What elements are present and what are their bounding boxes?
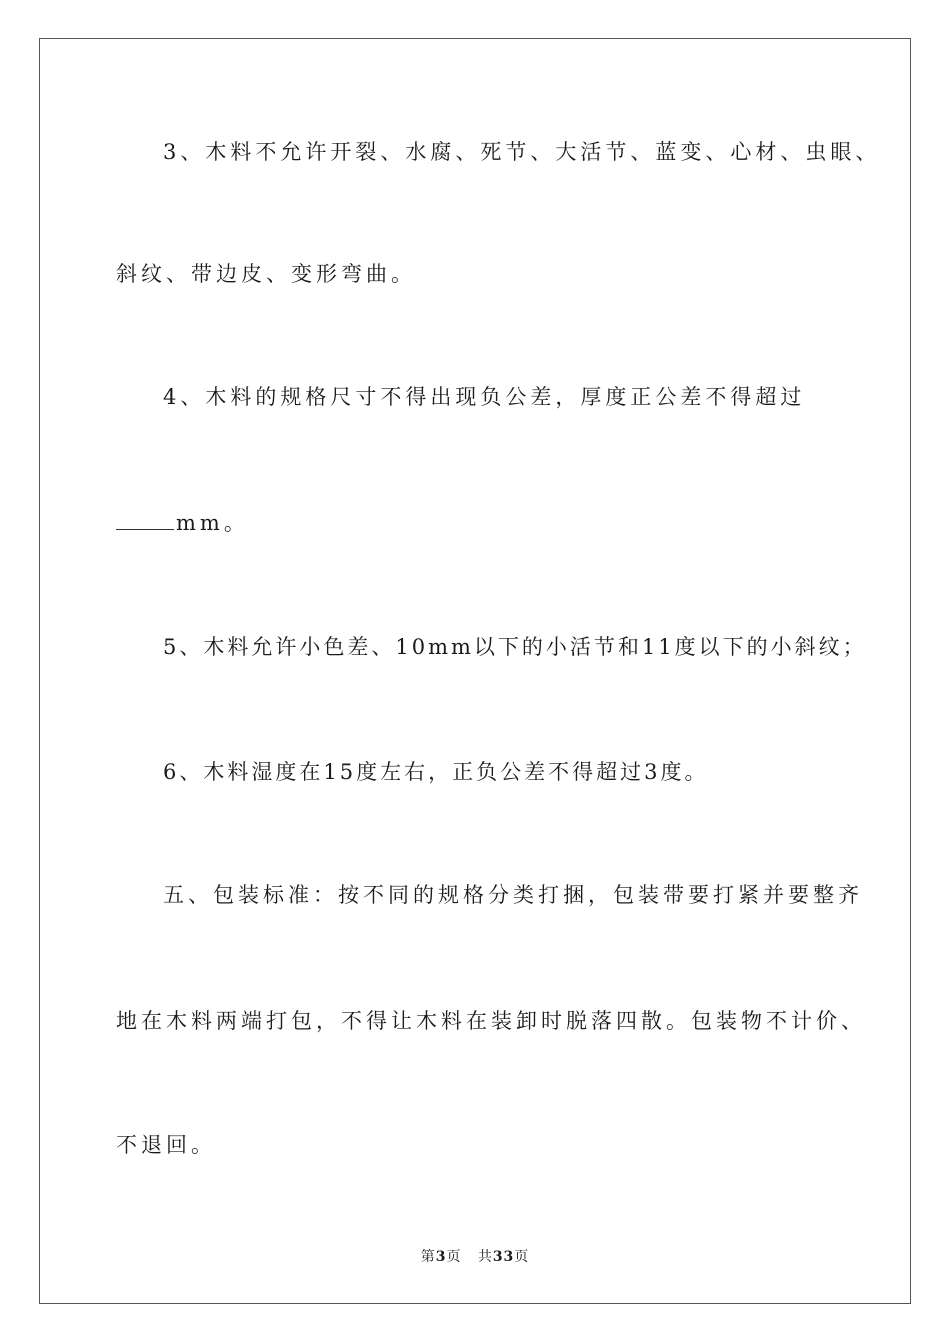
unit-text: mm。: [176, 511, 249, 535]
paragraph-7-line-2: 地在木料两端打包，不得让木料在装卸时脱落四散。包装物不计价、: [116, 1009, 866, 1033]
paragraph-6-line-1: 6、木料湿度在15度左右，正负公差不得超过3度。: [163, 760, 709, 784]
footer-total-prefix: 共: [477, 1249, 493, 1265]
paragraph-4-line-2: [116, 507, 846, 538]
page-border: [39, 38, 911, 1304]
footer-total-number: 33: [492, 1249, 515, 1265]
paragraph-7-line-1: 五、包装标准：按不同的规格分类打捆，包装带要打紧并要整齐: [163, 883, 863, 907]
footer-page-suffix: 页: [446, 1249, 462, 1265]
footer-page-prefix: 第: [420, 1249, 436, 1265]
paragraph-5-line-1: 5、木料允许小色差、10mm以下的小活节和11度以下的小斜纹；: [163, 635, 867, 659]
fill-in-blank: [116, 507, 174, 530]
paragraph-3-line-1: 3、木料不允许开裂、水腐、死节、大活节、蓝变、心材、虫眼、: [163, 140, 881, 164]
paragraph-3-line-2: 斜纹、带边皮、变形弯曲。: [116, 262, 416, 286]
paragraph-7-line-3: 不退回。: [116, 1133, 216, 1157]
page-footer: [0, 1248, 950, 1266]
footer-page-number: 3: [435, 1249, 447, 1265]
footer-total-suffix: 页: [514, 1249, 530, 1265]
paragraph-4-line-1: 4、木料的规格尺寸不得出现负公差，厚度正公差不得超过: [163, 385, 806, 409]
